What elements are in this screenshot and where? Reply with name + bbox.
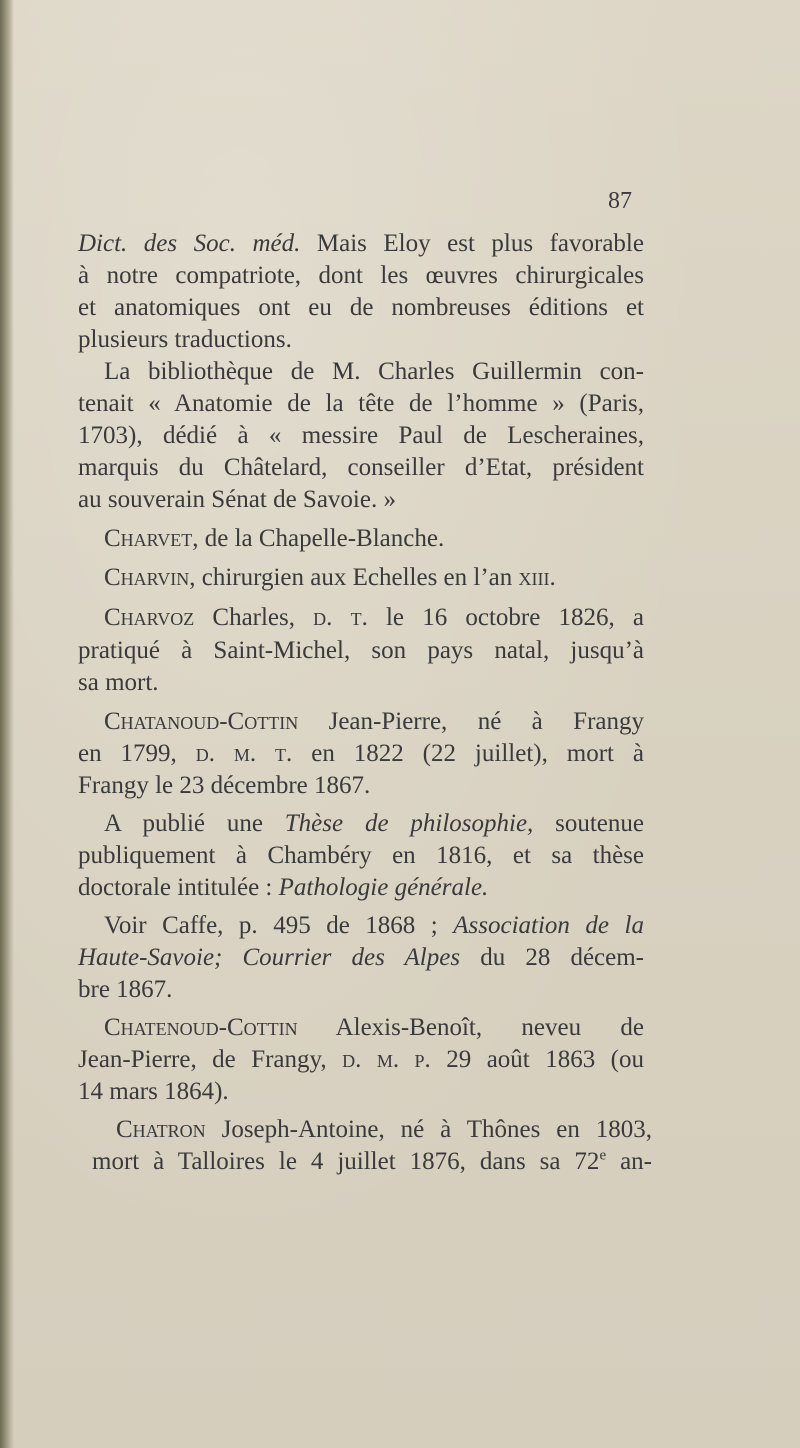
text-line — [78, 485, 644, 515]
text-line — [78, 421, 644, 451]
text-line — [104, 1013, 644, 1043]
text-run: plusieurs traductions. — [78, 326, 292, 353]
text-line — [78, 943, 644, 973]
text-run: soutenue — [533, 810, 644, 837]
text-run: 14 mars 1864). — [78, 1078, 229, 1105]
text-run: e — [599, 1147, 607, 1164]
text-line — [78, 668, 644, 698]
text-run: , de la Chapelle-Blanche. — [192, 525, 445, 552]
text-line — [78, 1077, 644, 1107]
text-run: et anatomiques ont eu de nombreuses éditions et — [78, 294, 644, 321]
text-run: sa mort. — [78, 669, 159, 696]
text-run: Charles, — [194, 604, 314, 631]
text-run: tenait « Anatomie de la tête de l’homme » (Paris, — [78, 390, 644, 417]
text-run: du 28 décem- — [460, 944, 644, 971]
text-run: Thèse de philosophie, — [284, 810, 534, 837]
text-run: Dict. des Soc. méd. — [78, 230, 301, 257]
text-line — [104, 707, 644, 737]
text-run: 29 août 1863 (ou — [430, 1046, 644, 1073]
text-run: Voir Caffe, p. 495 de 1868 ; — [104, 912, 454, 939]
text-line — [104, 563, 644, 593]
text-run: marquis du Châtelard, conseiller d’Etat, président — [78, 454, 644, 481]
text-run: . — [549, 564, 556, 591]
text-run: au souverain Sénat de Savoie. » — [78, 486, 396, 513]
text-line — [116, 1115, 652, 1145]
text-line — [78, 771, 644, 801]
text-run: mort à Talloires le 4 juillet 1876, dans sa 72 — [92, 1148, 600, 1175]
text-run: Mais Eloy est plus favorable — [300, 230, 644, 257]
text-line — [104, 357, 644, 387]
text-line — [78, 389, 644, 419]
text-run: pratiqué à Saint-Michel, son pays natal, jusqu’à — [78, 637, 644, 664]
page-number: 87 — [608, 188, 632, 214]
text-run: Pathologie générale. — [278, 874, 489, 901]
text-line — [78, 873, 644, 903]
text-run: d. m. t. — [195, 740, 293, 767]
text-line — [104, 524, 644, 554]
text-run: Chatron — [116, 1116, 206, 1143]
text-run: Association de la — [453, 912, 644, 939]
text-line — [78, 636, 644, 666]
text-run: , chirurgien aux Echelles en l’an — [189, 564, 519, 591]
text-line — [78, 975, 644, 1005]
text-run: Chatanoud-Cottin — [104, 708, 299, 735]
text-run: Joseph-Antoine, né à Thônes en 1803, — [205, 1116, 652, 1143]
text-run: doctorale intitulée : — [78, 874, 279, 901]
text-run: Charvoz — [104, 604, 195, 631]
text-run: Charvet — [104, 525, 193, 552]
text-line — [78, 453, 644, 483]
text-line — [78, 293, 644, 323]
text-run: A publié une — [104, 810, 285, 837]
text-run: d. t. — [313, 604, 368, 631]
text-run: en 1799, — [78, 740, 196, 767]
text-run: an- — [606, 1148, 652, 1175]
text-run: La bibliothèque de M. Charles Guillermin con- — [104, 358, 644, 385]
text-run: Haute-Savoie; Courrier des Alpes — [78, 944, 461, 971]
text-run: Frangy le 23 décembre 1867. — [78, 772, 371, 799]
text-run: Jean-Pierre, né à Frangy — [298, 708, 644, 735]
text-line — [78, 1045, 644, 1075]
text-line — [92, 1147, 652, 1177]
text-line — [78, 261, 644, 291]
text-run: bre 1867. — [78, 976, 173, 1003]
book-spine-shadow — [0, 0, 14, 1448]
text-run: xiii — [518, 564, 550, 591]
text-line — [78, 325, 644, 355]
text-line — [78, 841, 644, 871]
text-run: le 16 octobre 1826, a — [367, 604, 644, 631]
text-run: d. m. p. — [342, 1046, 431, 1073]
text-line — [104, 603, 644, 633]
text-run: Charvin — [104, 564, 190, 591]
text-run: Alexis-Benoît, neveu de — [297, 1014, 644, 1041]
text-line — [104, 911, 644, 941]
text-run: publiquement à Chambéry en 1816, et sa thèse — [78, 842, 644, 869]
text-run: 1703), dédié à « messire Paul de Lescheraines, — [78, 422, 644, 449]
text-run: en 1822 (22 juillet), mort à — [292, 740, 644, 767]
text-line — [104, 809, 644, 839]
text-line — [78, 739, 644, 769]
text-line — [78, 229, 644, 259]
text-run: à notre compatriote, dont les œuvres chirurgicales — [78, 262, 644, 289]
text-run: Jean-Pierre, de Frangy, — [78, 1046, 343, 1073]
text-run: Chatenoud-Cottin — [104, 1014, 298, 1041]
